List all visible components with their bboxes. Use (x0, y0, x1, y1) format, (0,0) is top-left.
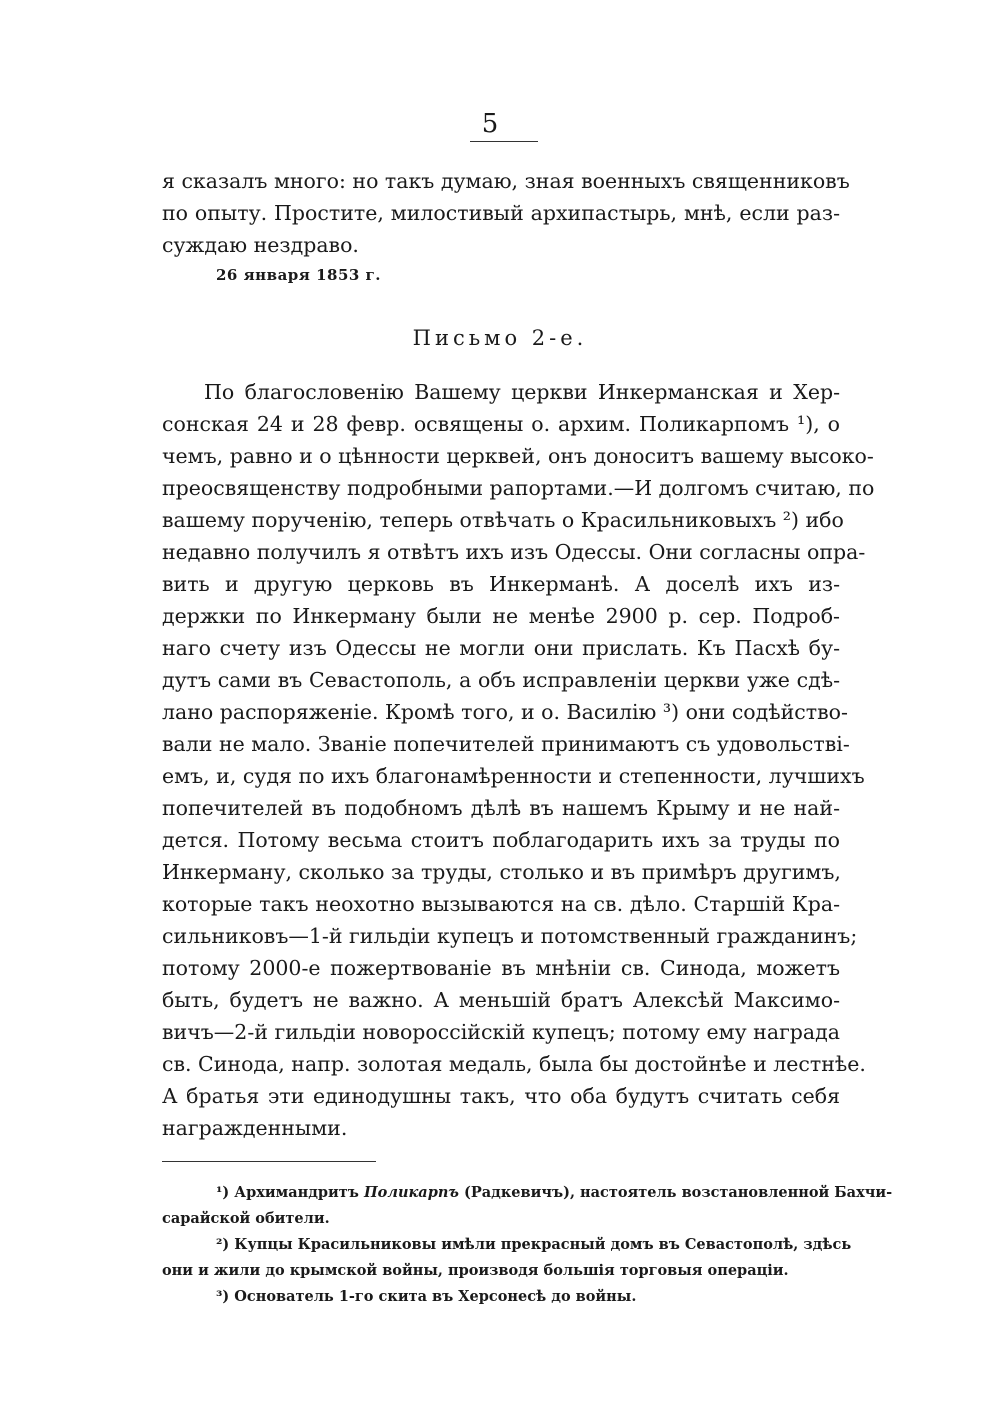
text-line: лано распоряженіе. Кромѣ того, и о. Василію ³) они содѣйство- (162, 700, 848, 724)
text-line: дется. Потому весьма стоитъ поблагодарить ихъ за труды по (162, 828, 840, 852)
text-line: суждаю нездраво. (162, 233, 359, 257)
footnote-2 (162, 1232, 852, 1258)
footnote-text: Основатель 1-го скита въ Херсонесѣ до войны. (234, 1288, 637, 1305)
text-line: емъ, и, судя по ихъ благонамѣренности и степенности, лучшихъ (162, 764, 865, 788)
text-line: сильниковъ—1-й гильдіи купецъ и потомственный гражданинъ; (162, 924, 858, 948)
footnote-1-cont: сарайской обители. (162, 1210, 330, 1227)
footnote-text: Архимандритъ (234, 1184, 359, 1201)
text-line: св. Синода, напр. золотая медаль, была бы достойнѣе и лестнѣе. (162, 1052, 866, 1076)
footnote-marker: ³) (216, 1288, 230, 1305)
text-line: держки по Инкерману были не менѣе 2900 р. сер. Подроб- (162, 604, 840, 628)
text-line: попечителей въ подобномъ дѣлѣ въ нашемъ Крыму и не най- (162, 796, 840, 820)
footnote-2-cont: они и жили до крымской войны, производя большія торговыя операціи. (162, 1262, 789, 1279)
text-line: вали не мало. Званіе попечителей принимаютъ съ удовольстві- (162, 732, 850, 756)
page-number: 5 (481, 109, 499, 139)
text-line: я сказалъ много: но такъ думаю, зная военныхъ священниковъ (162, 169, 850, 193)
text-line: преосвященству подробными рапортами.—И долгомъ считаю, по (162, 476, 875, 500)
footnote-1 (162, 1180, 893, 1206)
text-line: вичъ—2-й гильдіи новороссійскій купецъ; потому ему награда (162, 1020, 840, 1044)
text-line: быть, будетъ не важно. А меньшій братъ Алексѣй Максимо- (162, 988, 840, 1012)
footnote-text: Купцы Красильниковы имѣли прекрасный домъ въ Севастополѣ, здѣсь (234, 1236, 852, 1253)
page-number-rule (470, 141, 538, 142)
text-line: вить и другую церковь въ Инкерманѣ. А доселѣ ихъ из- (162, 572, 840, 596)
top-paragraph (162, 165, 850, 261)
letter-date: 26 января 1853 г. (216, 266, 381, 284)
text-line: А братья эти единодушны такъ, что оба будутъ считать себя (162, 1084, 840, 1108)
text-line: дутъ сами въ Севастополь, а объ исправленіи церкви уже сдѣ- (162, 668, 840, 692)
footnote-text: (Радкевичъ), настоятель возстановленной Бахчи- (464, 1184, 893, 1201)
footnote-marker: ¹) (216, 1184, 230, 1201)
text-line: потому 2000-е пожертвованіе въ мнѣніи св. Синода, можетъ (162, 956, 840, 980)
text-line: вашему порученію, теперь отвѣчать о Красильниковыхъ ²) ибо (162, 508, 844, 532)
text-line: по опыту. Простите, милостивый архипастырь, мнѣ, если раз- (162, 201, 840, 225)
text-line: Инкерману, сколько за труды, столько и въ примѣръ другимъ, (162, 860, 841, 884)
letter-heading: Письмо 2-е. (412, 326, 588, 350)
footnote-marker: ²) (216, 1236, 230, 1253)
text-line: наго счету изъ Одессы не могли они прислать. Къ Пасхѣ бу- (162, 636, 840, 660)
letter-body (162, 376, 875, 1144)
footnote-name: Поликарпъ (363, 1184, 459, 1201)
text-line: чемъ, равно и о цѣнности церквей, онъ доноситъ вашему высоко- (162, 444, 874, 468)
text-line: сонская 24 и 28 февр. освящены о. архим. Поликарпомъ ¹), о (162, 412, 840, 436)
footnote-3 (162, 1284, 840, 1310)
footnotes (162, 1180, 893, 1310)
text-line: По благословенію Вашему церкви Инкерманская и Хер- (204, 380, 840, 404)
footnote-rule (162, 1161, 376, 1162)
text-line: которые такъ неохотно вызываются на св. дѣло. Старшій Кра- (162, 892, 840, 916)
text-line: награжденными. (162, 1116, 348, 1140)
text-line: недавно получилъ я отвѣтъ ихъ изъ Одессы. Они согласны опра- (162, 540, 866, 564)
